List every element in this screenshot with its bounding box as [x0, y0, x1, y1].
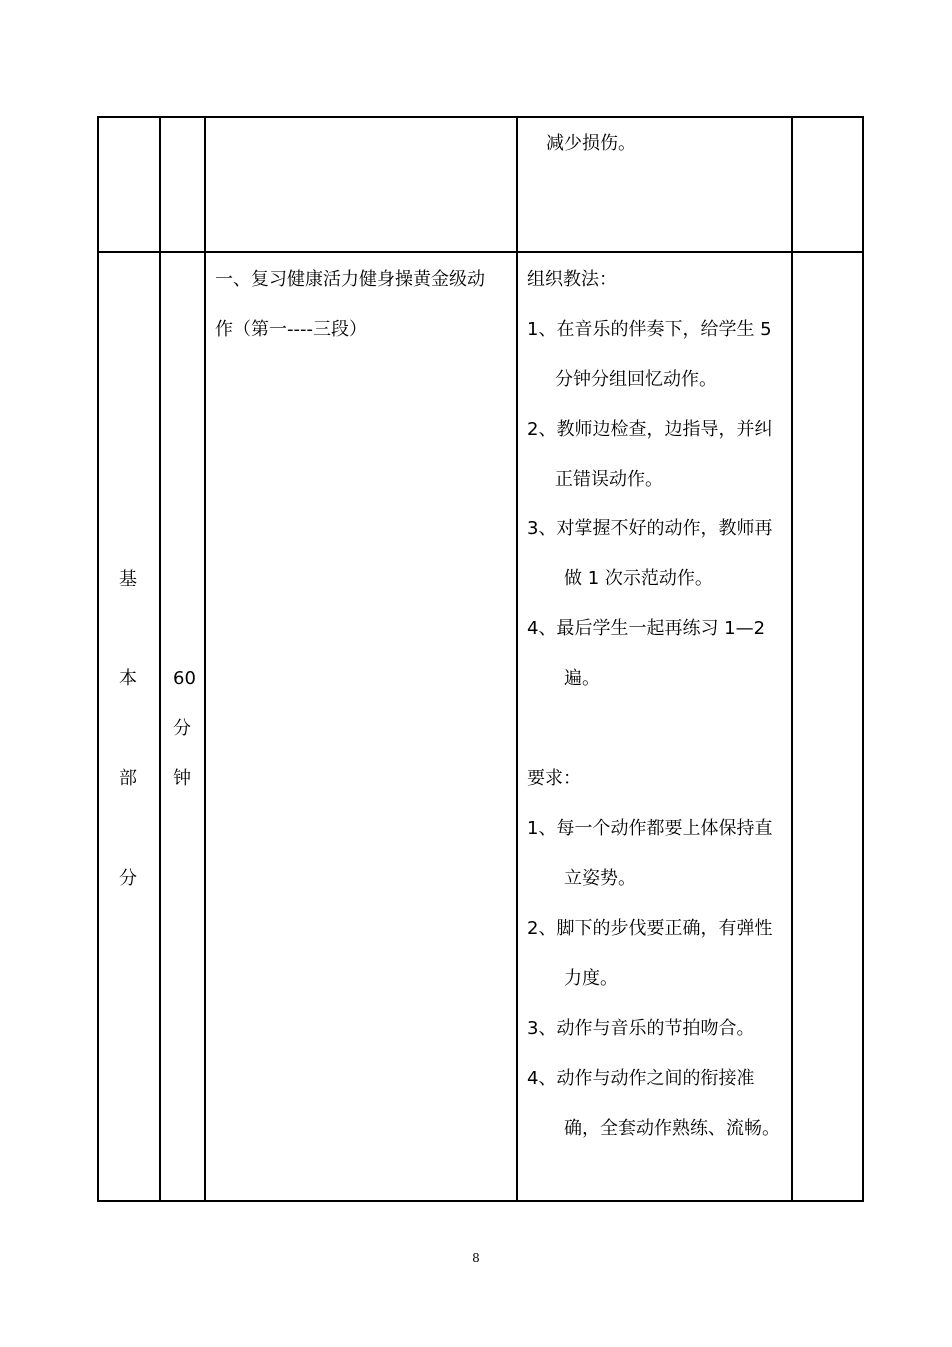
method-line: 遍。 [564, 668, 600, 689]
column-divider-4 [791, 116, 793, 1202]
method-line: 分钟分组回忆动作。 [555, 369, 717, 390]
section-name-char-1: 基 [119, 569, 137, 590]
time-unit-char-1: 分 [173, 718, 191, 739]
top-row-method-text: 减少损伤。 [546, 133, 636, 154]
method-line: 1、在音乐的伴奏下，给学生 5 [527, 319, 772, 340]
content-line-1: 一、复习健康活力健身操黄金级动 [215, 269, 485, 290]
page-number: 8 [472, 1251, 480, 1265]
table-border-bottom [97, 1200, 864, 1202]
methods-heading: 组织教法： [527, 269, 617, 290]
requirement-line: 力度。 [564, 968, 618, 989]
method-line: 2、教师边检查，边指导，并纠 [527, 419, 773, 440]
requirements-heading: 要求： [527, 768, 581, 789]
table-border-left [97, 116, 99, 1202]
section-name-char-2: 本 [119, 668, 137, 689]
section-name-char-4: 分 [119, 868, 137, 889]
method-line: 4、最后学生一起再练习 1—2 [527, 618, 766, 639]
requirement-line: 3、动作与音乐的节拍吻合。 [527, 1018, 755, 1039]
method-line: 正错误动作。 [555, 469, 663, 490]
column-divider-1 [159, 116, 161, 1202]
method-line: 3、对掌握不好的动作，教师再 [527, 518, 773, 539]
requirement-line: 1、每一个动作都要上体保持直 [527, 818, 773, 839]
requirement-line: 立姿势。 [564, 868, 636, 889]
table-border-right [862, 116, 864, 1202]
requirement-line: 确，全套动作熟练、流畅。 [564, 1118, 780, 1139]
table-border-top [97, 116, 864, 118]
time-unit-char-2: 钟 [173, 768, 191, 789]
method-line: 做 1 次示范动作。 [564, 568, 713, 589]
lesson-plan-table [97, 116, 864, 1202]
row-divider [97, 251, 864, 253]
section-name-char-3: 部 [119, 768, 137, 789]
column-divider-3 [516, 116, 518, 1202]
content-line-2: 作（第一----三段） [215, 319, 367, 340]
time-number: 60 [173, 668, 196, 689]
requirement-line: 2、脚下的步伐要正确，有弹性 [527, 918, 773, 939]
column-divider-2 [204, 116, 206, 1202]
requirement-line: 4、动作与动作之间的衔接准 [527, 1068, 755, 1089]
